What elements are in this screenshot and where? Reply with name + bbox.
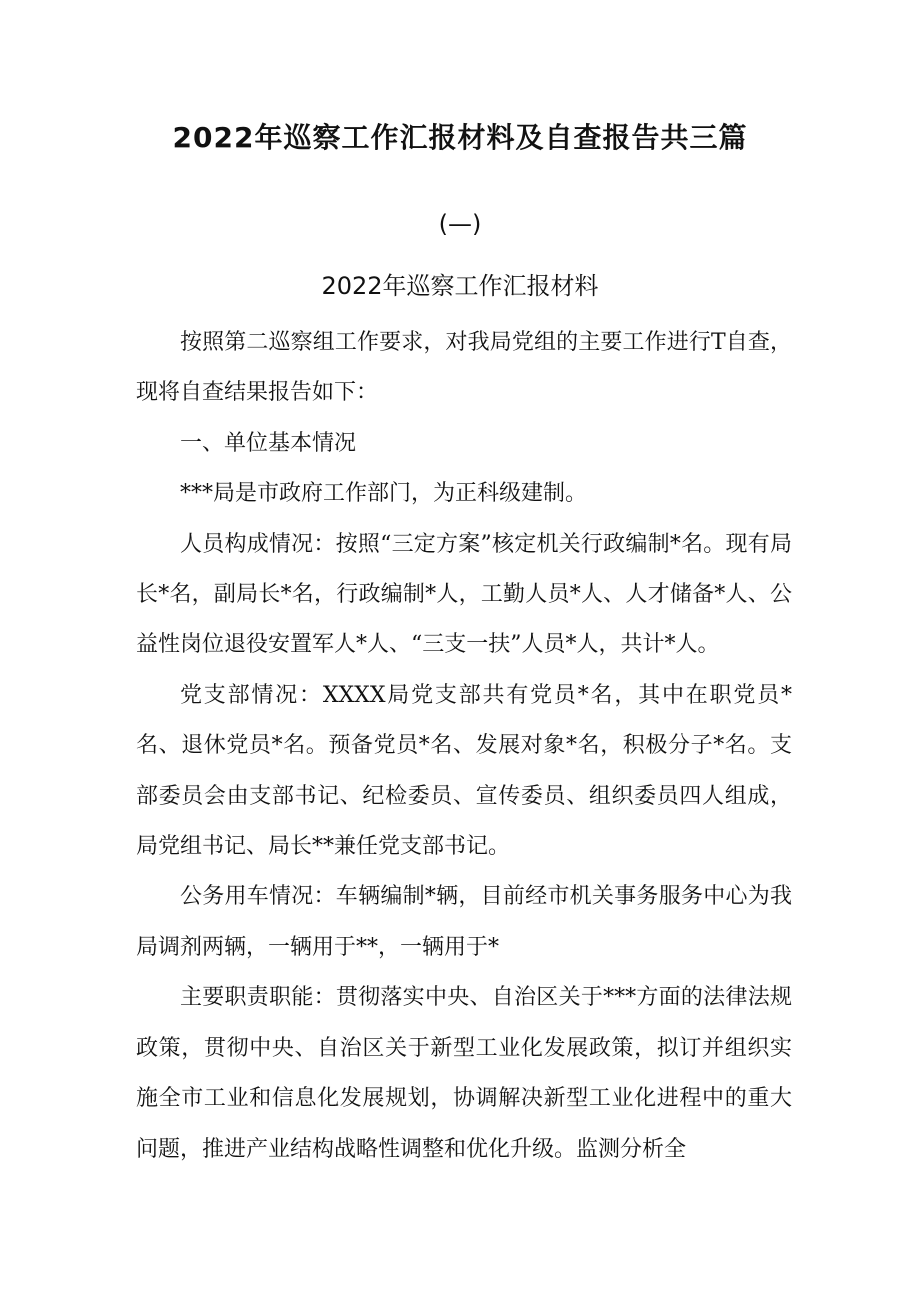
paragraph-main-duties: 主要职责职能：贯彻落实中央、自治区关于***方面的法律法规政策，贯彻中央、自治区关于新型工业化发展政策，拟订并组织实施全市工业和信息化发展规划，协调解决新型工业化进程中的重大问题，推进产业结构战略性调整和优化升级。监测分析全 xyxy=(136,985,792,1162)
part-label: (—) xyxy=(438,210,482,238)
paragraph-official-vehicles: 公务用车情况：车辆编制*辆，目前经市机关事务服务中心为我局调剂两辆，一辆用于**，一辆用于* xyxy=(136,884,792,960)
paragraph-intro: 按照第二巡察组工作要求，对我局党组的主要工作进行T自查，现将自查结果报告如下： xyxy=(136,330,792,406)
document-title: 2022年巡察工作汇报材料及自查报告共三篇 xyxy=(172,121,748,154)
paragraph-party-branch: 党支部情况：XXXX局党支部共有党员*名，其中在职党员*名、退休党员*名。预备党员*名、发展对象*名，积极分子*名。支部委员会由支部书记、纪检委员、宣传委员、组织委员四人组成，局党组书记、局长**兼任党支部书记。 xyxy=(136,682,792,860)
paragraph-heading-basic-info: 一、单位基本情况 xyxy=(180,430,357,456)
paragraph-unit-status: ***局是市政府工作部门，为正科级建制。 xyxy=(180,481,588,507)
section-subtitle: 2022年巡察工作汇报材料 xyxy=(321,272,599,300)
paragraph-staffing: 人员构成情况：按照“三定方案”核定机关行政编制*名。现有局长*名，副局长*名，行政编制*人，工勤人员*人、人才储备*人、公益性岗位退役安置军人*人、“三支一扶”人员*人，共计*人。 xyxy=(136,531,792,658)
document-body xyxy=(136,318,792,1175)
